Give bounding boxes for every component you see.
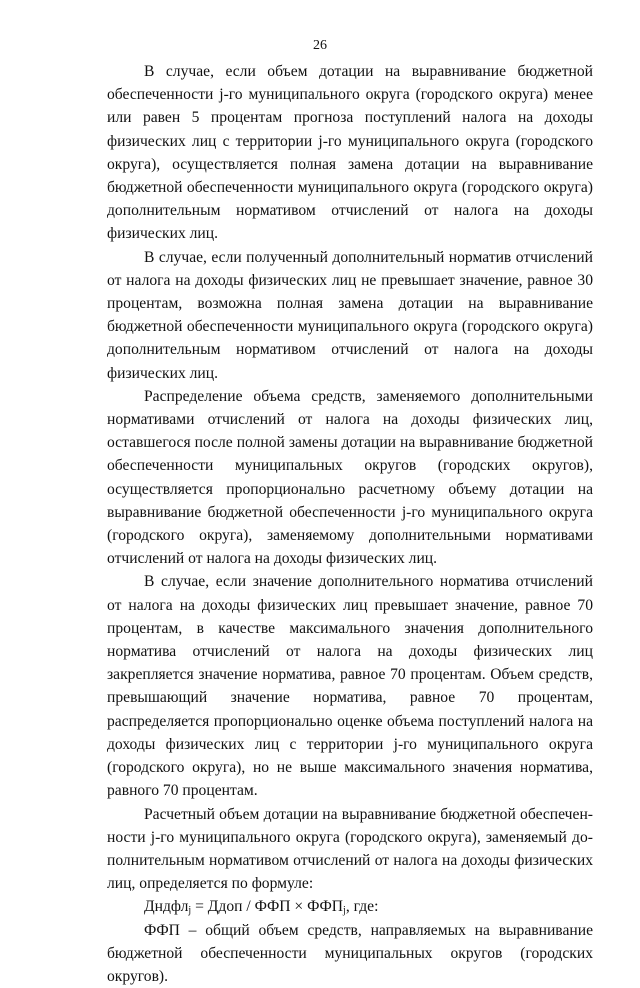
paragraph-5: Расчетный объем дотации на выравнивание бюджетной обеспеченности j-го муниципального округа (городского округа), заменяемый дополнительным нормативом отчислений от налога на доходы физических лиц, определяется по формуле: bbox=[107, 805, 593, 893]
paragraph-2: В случае, если полученный дополнительный норматив отчислений от налога на доходы физических лиц не превышает значение, равное 30 процентам, возможна полная замена дотации на выравнивание бюджетной обеспеченности муниципального округа (городского округа) дополнительным нормативом отчислений от налога на доходы физических лиц. bbox=[107, 248, 593, 382]
paragraph-3: Распределение объема средств, заменяемого дополнительными нормативами отчислений от налога на доходы физических лиц, оставшегося после полной замены дотации на выравнивание бюджетной обеспеченности муниципальных округов (городских округов), осуществляется пропорционально расчетному объему дотации на выравнивание бюджетной обеспеченности j-го муниципального округа (городского округа), заменяемому дополнительными нормативами отчислений от налога на доходы физических лиц. bbox=[107, 387, 593, 568]
definition-ffp: ФФП – общий объем средств, направляемых на выравнивание бюджетной обеспеченности муниципальных округов (городских округов). bbox=[107, 921, 593, 985]
page-number: 26 bbox=[313, 38, 327, 53]
formula-lhs: Дндфл bbox=[144, 898, 189, 916]
formula-expression: = Ддоп / ФФП × ФФП bbox=[191, 898, 344, 916]
formula-line bbox=[107, 895, 593, 918]
paragraph-1: В случае, если объем дотации на выравнивание бюджетной обеспеченности j-го муниципального округа (городского округа) менее или равен 5 процентам прогноза поступлений налога на доходы физических лиц с территории j-го муниципального округа (городского округа), осуществляется полная замена дотации на выравнивание бюджетной обеспеченности муниципального округа (городского округа) дополнительным нормативом отчислений от налога на доходы физических лиц. bbox=[107, 63, 593, 243]
document-body bbox=[107, 60, 593, 988]
paragraph-4: В случае, если значение дополнительного норматива отчислений от налога на доходы физических лиц превышает значение, равное 70 процентам, в качестве максимального значения дополнительного норматива отчислений от налога на доходы физических лиц закрепляется значение норматива, равное 70 процентам. Объем средств, превышающий значение норматива, равное 70 процентам, распределяется пропорционально оценке объема поступлений налога на доходы физических лиц с территории j-го муниципального округа (городского округа), но не выше максимального значения норматива, равного 70 процентам. bbox=[107, 573, 593, 800]
formula-lhs-subscript: j bbox=[188, 905, 192, 917]
formula-tail: , где: bbox=[345, 898, 379, 916]
formula-rhs-subscript: j bbox=[343, 905, 346, 917]
